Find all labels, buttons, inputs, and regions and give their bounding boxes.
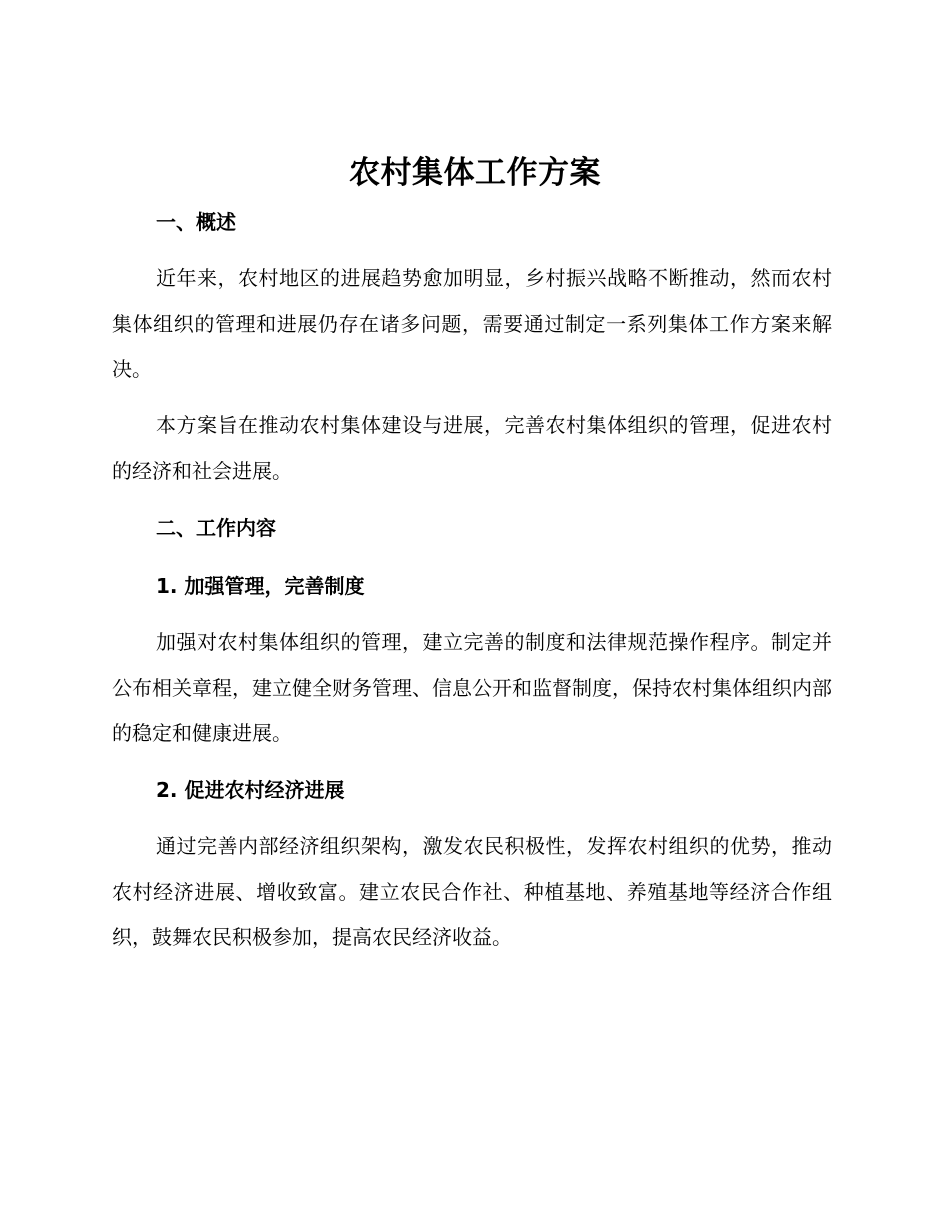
paragraph-management: 加强对农村集体组织的管理，建立完善的制度和法律规范操作程序。制定并公布相关章程，建立健全财务管理、信息公开和监督制度，保持农村集体组织内部的稳定和健康进展。 bbox=[112, 630, 832, 745]
paragraph-overview-2: 本方案旨在推动农村集体建设与进展，完善农村集体组织的管理，促进农村的经济和社会进展。 bbox=[112, 413, 832, 483]
subsection-heading-management: 1. 加强管理，完善制度 bbox=[156, 574, 365, 598]
paragraph-economy: 通过完善内部经济组织架构，激发农民积极性，发挥农村组织的优势，推动农村经济进展、增收致富。建立农民合作社、种植基地、养殖基地等经济合作组织，鼓舞农民积极参加，提高农民经济收益。 bbox=[112, 834, 832, 949]
section-heading-overview: 一、概述 bbox=[156, 210, 236, 234]
document-title: 农村集体工作方案 bbox=[349, 155, 601, 191]
paragraph-overview-1: 近年来，农村地区的进展趋势愈加明显，乡村振兴战略不断推动，然而农村集体组织的管理和进展仍存在诸多问题，需要通过制定一系列集体工作方案来解决。 bbox=[112, 266, 832, 381]
section-heading-work-content: 二、工作内容 bbox=[156, 516, 276, 540]
subsection-heading-economy: 2. 促进农村经济进展 bbox=[156, 778, 345, 802]
